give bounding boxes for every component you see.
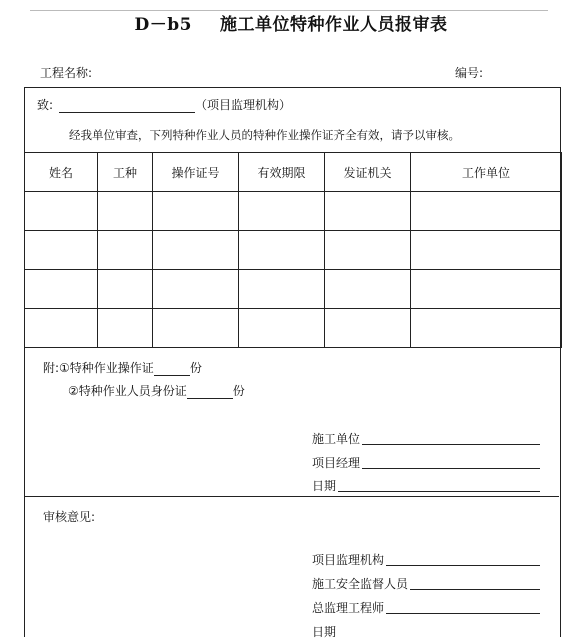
contractor-date-row	[312, 477, 336, 494]
table-row	[25, 192, 562, 231]
table-cell[interactable]	[25, 309, 98, 348]
table-cell[interactable]	[98, 231, 153, 270]
attachment-line-2	[68, 382, 245, 399]
table-cell[interactable]	[325, 192, 411, 231]
form-title	[0, 10, 582, 35]
attachment-item-2-unit: 份	[232, 384, 245, 398]
contractor-sign-blank[interactable]	[362, 444, 540, 445]
form-code: D－b5	[134, 15, 192, 35]
review-opinion-label: 审核意见:	[43, 510, 96, 524]
safety-supervisor-row	[312, 575, 408, 592]
supervisor-org-row	[312, 551, 384, 568]
addressee-blank[interactable]	[59, 112, 195, 113]
table-cell[interactable]	[411, 231, 562, 270]
table-cell[interactable]	[239, 192, 325, 231]
table-cell[interactable]	[153, 231, 239, 270]
table-cell[interactable]	[98, 192, 153, 231]
table-row	[25, 309, 562, 348]
table-cell[interactable]	[325, 231, 411, 270]
column-header: 工作单位	[411, 153, 562, 192]
table-cell[interactable]	[153, 309, 239, 348]
safety-supervisor-label: 施工安全监督人员	[312, 577, 409, 591]
table-cell[interactable]	[239, 309, 325, 348]
table-header-row	[25, 153, 562, 192]
chief-engineer-label: 总监理工程师	[312, 601, 385, 615]
table-cell[interactable]	[411, 270, 562, 309]
pm-sign-row	[312, 454, 360, 471]
table-cell[interactable]	[239, 270, 325, 309]
contractor-sign-label: 施工单位	[312, 432, 361, 446]
table-cell[interactable]	[98, 309, 153, 348]
personnel-table	[24, 152, 562, 348]
supervisor-date-label: 日期	[312, 625, 337, 639]
addressee-line	[37, 96, 291, 113]
chief-engineer-blank[interactable]	[386, 613, 540, 614]
supervisor-org-label: 项目监理机构	[312, 553, 385, 567]
table-row	[25, 270, 562, 309]
attachment-item-1-unit: 份	[189, 361, 202, 375]
review-request-note: 经我单位审查，下列特种作业人员的特种作业操作证齐全有效，请予以审核。	[69, 128, 460, 142]
section-divider	[25, 496, 559, 497]
table-cell[interactable]	[25, 192, 98, 231]
to-suffix: （项目监理机构）	[195, 98, 292, 112]
table-cell[interactable]	[153, 270, 239, 309]
contractor-date-blank[interactable]	[338, 491, 540, 492]
table-cell[interactable]	[325, 270, 411, 309]
form-frame	[24, 87, 561, 637]
table-cell[interactable]	[325, 309, 411, 348]
supervisor-org-blank[interactable]	[386, 565, 540, 566]
column-header: 工种	[98, 153, 153, 192]
column-header: 发证机关	[325, 153, 411, 192]
pm-sign-blank[interactable]	[362, 468, 540, 469]
table-cell[interactable]	[98, 270, 153, 309]
column-header: 操作证号	[153, 153, 239, 192]
column-header: 有效期限	[239, 153, 325, 192]
table-cell[interactable]	[25, 270, 98, 309]
chief-engineer-row	[312, 599, 384, 616]
attachment-line-1	[43, 359, 202, 376]
project-name-label: 工程名称:	[40, 66, 93, 80]
table-cell[interactable]	[239, 231, 325, 270]
table-cell[interactable]	[25, 231, 98, 270]
attachment-item-1-count[interactable]	[154, 375, 190, 376]
table-cell[interactable]	[411, 309, 562, 348]
table-cell[interactable]	[153, 192, 239, 231]
attachment-item-1-label: ①特种作业操作证	[59, 361, 154, 375]
table-row	[25, 231, 562, 270]
to-prefix: 致:	[37, 98, 54, 112]
contractor-sign-row	[312, 430, 360, 447]
attachment-prefix: 附:	[43, 361, 60, 375]
safety-supervisor-blank[interactable]	[410, 589, 540, 590]
attachment-item-2-label: ②特种作业人员身份证	[68, 384, 187, 398]
contractor-date-label: 日期	[312, 479, 337, 493]
supervisor-date-row	[312, 623, 336, 640]
pm-sign-label: 项目经理	[312, 456, 361, 470]
column-header: 姓名	[25, 153, 98, 192]
form-title-text: 施工单位特种作业人员报审表	[219, 15, 448, 35]
attachment-item-2-count[interactable]	[187, 398, 233, 399]
number-label: 编号:	[455, 66, 484, 80]
table-cell[interactable]	[411, 192, 562, 231]
